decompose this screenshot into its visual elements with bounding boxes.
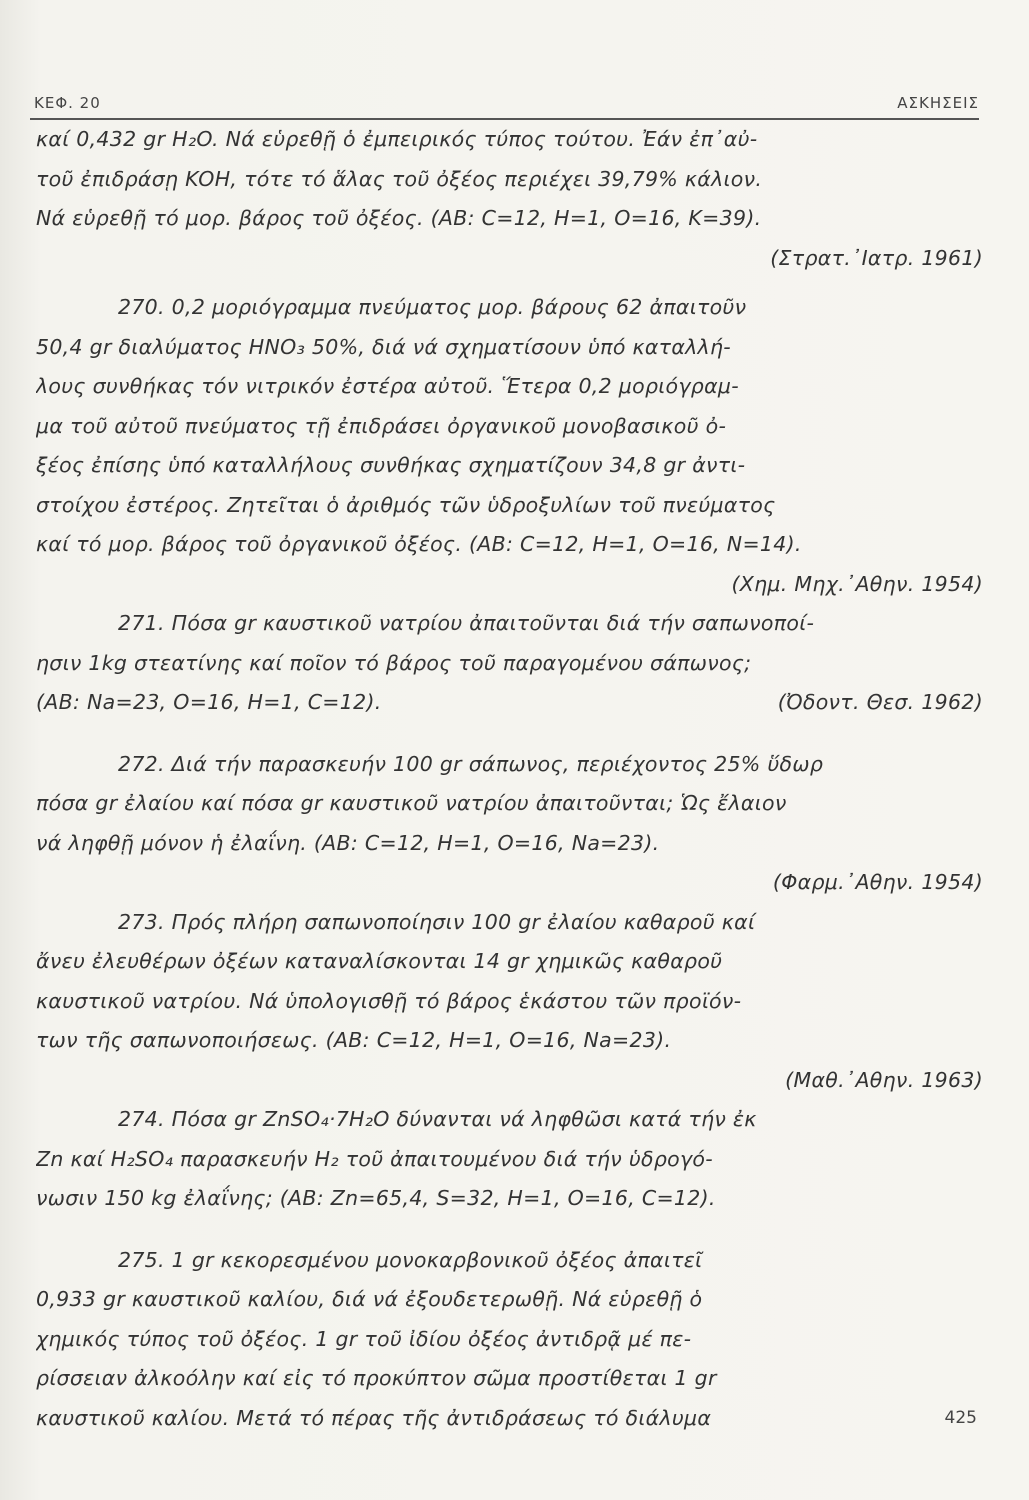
text-line: μα τοῦ αὐτοῦ πνεύματος τῇ ἐπιδράσει ὀργανικοῦ μονοβασικοῦ ὀ- [36,413,727,438]
page-header [34,88,979,118]
problem-first-line: 275. 1 gr κεκορεσμένου μονοκαρβονικοῦ ὀξέος ἀπαιτεῖ [118,1247,703,1272]
text-line: των τῆς σαπωνοποιήσεως. (ΑΒ: C=12, H=1, O=16, Na=23). [36,1028,672,1052]
text-line: Zn καί H₂SO₄ παρασκευήν H₂ τοῦ ἀπαιτουμένου διά τήν ὑδρογό- [36,1146,713,1171]
chapter-label: ΚΕΦ. 20 [34,94,101,112]
exam-source: (Χημ. Μηχ.᾽Αθην. 1954) [731,571,983,596]
text-line: πόσα gr ἐλαίου καί πόσα gr καυστικοῦ νατρίου ἀπαιτοῦνται; Ὡς ἔλαιον [36,791,787,815]
text-line: χημικός τύπος τοῦ ὀξέος. 1 gr τοῦ ἰδίου ὀξέος ἀντιδρᾷ μέ πε- [36,1326,692,1351]
problem-first-line: 274. Πόσα gr ZnSO₄·7H₂O δύνανται νά ληφθῶσι κατά τήν ἐκ [118,1107,757,1131]
text-line: λους συνθήκας τόν νιτρικόν ἐστέρα αὐτοῦ. Ἕτερα 0,2 μοριόγραμ- [36,374,739,398]
text-line: (ΑΒ: Na=23, O=16, H=1, C=12). [36,690,382,714]
problem-first-line: 271. Πόσα gr καυστικοῦ νατρίου ἀπαιτοῦνται διά τήν σαπωνοποί- [118,611,815,635]
problem-274 [36,1100,983,1219]
exam-source: (Μαθ.᾽Αθην. 1963) [785,1067,983,1092]
exam-source: (Στρατ.᾽Ιατρ. 1961) [770,245,983,270]
text-line: τοῦ ἐπιδράσῃ KOH, τότε τό ἅλας τοῦ ὀξέος περιέχει 39,79% κάλιον. [36,166,763,191]
text-line: καί τό μορ. βάρος τοῦ ὀργανικοῦ ὀξέος. (ΑΒ: C=12, H=1, O=16, N=14). [36,532,802,556]
text-line: ρίσσειαν ἀλκοόλην καί εἰς τό προκύπτον σῶμα προστίθεται 1 gr [36,1366,717,1390]
problem-273 [36,903,983,1101]
problem-269-continued [36,120,983,278]
problem-first-line: 270. 0,2 μοριόγραμμα πνεύματος μορ. βάρους 62 ἀπαιτοῦν [118,295,747,319]
problem-275 [36,1241,983,1439]
text-line: νωσιν 150 kg ἐλαΐνης; (ΑΒ: Zn=65,4, S=32, H=1, O=16, C=12). [36,1186,716,1210]
page-number: 425 [944,1408,977,1428]
text-line: καί 0,432 gr H₂O. Νά εὑρεθῇ ὁ ἐμπειρικός τύπος τούτου. Ἐάν ἐπ᾽αὐ- [36,127,758,151]
exam-source: (Ὀδοντ. Θεσ. 1962) [777,690,983,714]
text-line: ἄνευ ἐλευθέρων ὀξέων καταναλίσκονται 14 gr χημικῶς καθαροῦ [36,949,723,973]
text-line: καυστικοῦ νατρίου. Νά ὑπολογισθῇ τό βάρος ἑκάστου τῶν προϊόν- [36,988,742,1013]
text-line: Νά εὑρεθῇ τό μορ. βάρος τοῦ ὀξέος. (ΑΒ: C=12, H=1, O=16, K=39). [36,206,762,230]
section-title: ΑΣΚΗΣΕΙΣ [897,94,979,112]
text-line: ξέος ἐπίσης ὑπό καταλλήλους συνθήκας σχηματίζουν 34,8 gr ἀντι- [36,453,746,477]
exam-source: (Φαρμ.᾽Αθην. 1954) [772,870,983,894]
problem-270 [36,288,983,604]
problem-271 [36,604,983,723]
text-line: νά ληφθῇ μόνον ἡ ἐλαΐνη. (ΑΒ: C=12, H=1, O=16, Na=23). [36,830,660,855]
text-line: ησιν 1kg στεατίνης καί ποῖον τό βάρος τοῦ παραγομένου σάπωνος; [36,650,752,675]
problem-272 [36,745,983,903]
text-line: 0,933 gr καυστικοῦ καλίου, διά νά ἐξουδετερωθῇ. Νά εὑρεθῇ ὁ [36,1287,703,1311]
text-line: στοίχου ἐστέρος. Ζητεῖται ὁ ἀριθμός τῶν ὑδροξυλίων τοῦ πνεύματος [36,492,776,517]
text-line: 50,4 gr διαλύματος HNO₃ 50%, διά νά σχηματίσουν ὑπό καταλλή- [36,334,731,359]
problem-first-line: 273. Πρός πλήρη σαπωνοποίησιν 100 gr ἐλαίου καθαροῦ καί [118,909,756,934]
exercise-text [36,120,983,1438]
text-line: καυστικοῦ καλίου. Μετά τό πέρας τῆς ἀντιδράσεως τό διάλυμα [36,1405,712,1430]
problem-first-line: 272. Διά τήν παρασκευήν 100 gr σάπωνος, περιέχοντος 25% ὕδωρ [118,751,824,776]
